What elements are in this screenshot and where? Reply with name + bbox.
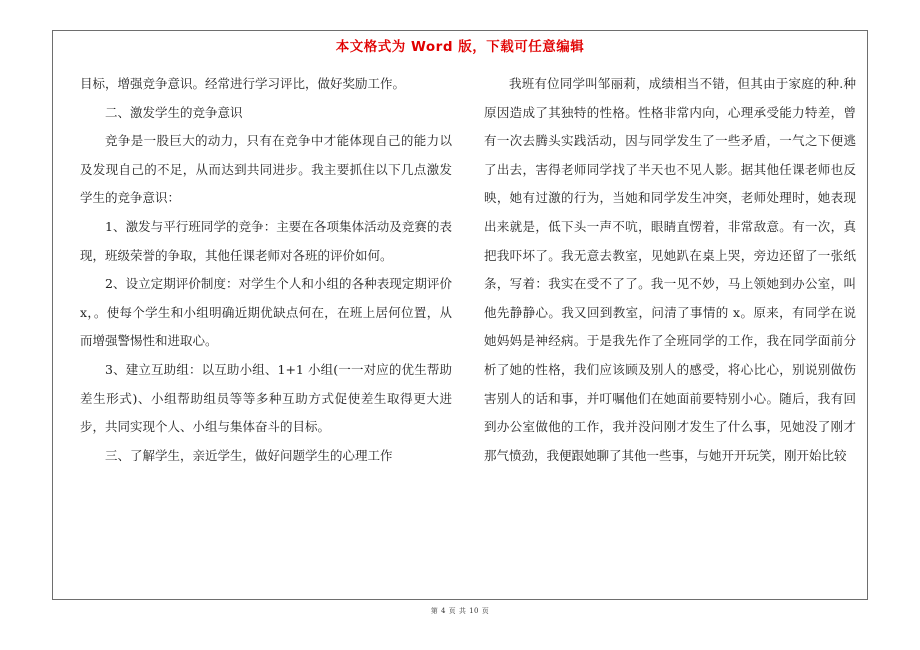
paragraph: 2、设立定期评价制度：对学生个人和小组的各种表现定期评价 x，。使每个学生和小组明确近期优缺点何在，在班上居何位置，从而增强警惕性和进取心。 bbox=[80, 276, 452, 349]
paragraph: 我班有位同学叫邹丽莉，成绩相当不错，但其由于家庭的种.种原因造成了其独特的性格。性格非常内向，心理承受能力特差，曾有一次去腾头实践活动，因与同学发生了一些矛盾，一气之下便逃了出去，害得老师同学找了半天也不见人影。据其他任课老师也反映，她有过激的行为，当她和同学发生冲突，老师处理时，她表现出来就是，低下头一声不吭，眼睛直愣着，非常敌意。有一次，真把我吓坏了。我无意去教室，见她趴在桌上哭，旁边还留了一张纸条，写着：我实在受不了了。我一见不妙，马上领她到办公室，叫他先静静心。我又回到教室，问清了事情的 x。原来，有同学在说她妈妈是神经病。于是我先作了全班同学的工作，我在同学面前分析了她的性格，我们应该顾及别人的感受，将心比心，别说别做伤害别人的话和事，并叮嘱他们在她面前要特别小心。随后，我有回到办公室做他的工作，我并没问刚才发生了什么事，见她没了刚才那气愤劲，我便跟她聊了其他一些事，与她开开玩笑，刚开始比较 bbox=[484, 76, 856, 463]
paragraph: 竞争是一股巨大的动力，只有在竞争中才能体现自己的能力以及发现自己的不足，从而达到共同进步。我主要抓住以下几点激发学生的竞争意识： bbox=[80, 133, 452, 206]
word-format-banner: 本文格式为 Word 版，下载可任意编辑 bbox=[335, 39, 585, 55]
right-column bbox=[484, 70, 856, 470]
paragraph: 目标，增强竞争意识。经常进行学习评比，做好奖励工作。 bbox=[80, 76, 406, 91]
paragraph: 1、激发与平行班同学的竞争：主要在各项集体活动及竞赛的表现，班级荣誉的争取，其他任课老师对各班的评价如何。 bbox=[80, 218, 452, 263]
page-number: 第 4 页 共 10 页 bbox=[430, 607, 490, 615]
section-heading: 二、激发学生的竞争意识 bbox=[105, 104, 243, 120]
section-heading: 三、了解学生，亲近学生，做好问题学生的心理工作 bbox=[105, 447, 393, 463]
paragraph: 3、建立互助组：以互助小组、1+1 小组(一一对应的优生帮助差生形式)、小组帮助组员等等多种互助方式促使差生取得更大进步，共同实现个人、小组与集体奋斗的目标。 bbox=[80, 361, 452, 435]
left-column bbox=[80, 70, 452, 470]
